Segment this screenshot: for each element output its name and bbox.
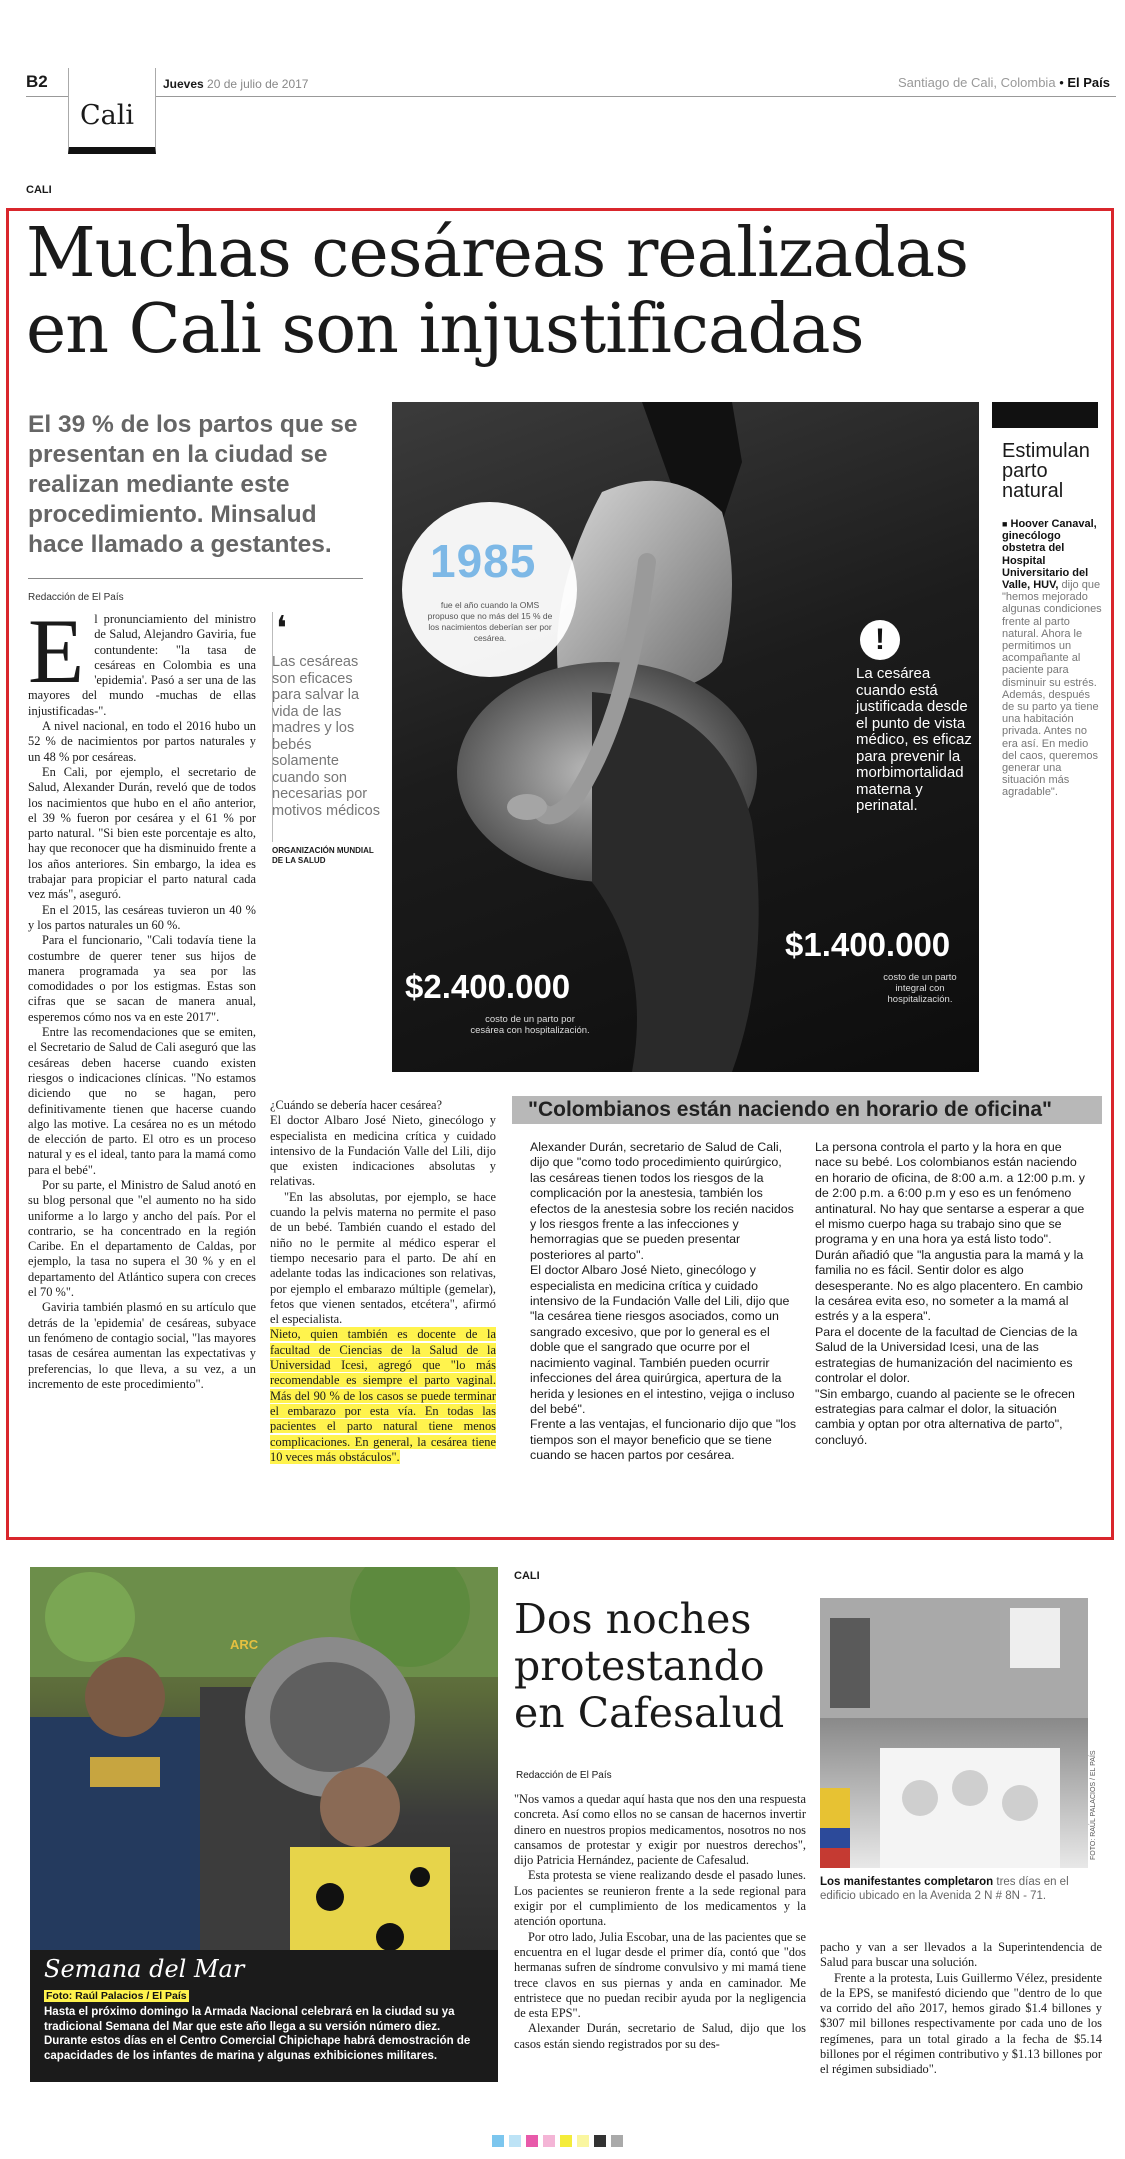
main-paragraph-3: En Cali, por ejemplo, el secretario de Salud, Alexander Durán, reveló que de todos los nacimientos que hubo en el año anterior, el 39 % fueron por cesárea y el 61 % por parto natural. "Si bien este porcentaje es alto, hay que reconocer que ha disminuido frente a los años anteriores. Sin embargo, la idea es trabajar para propiciar el parto natural cada vez más", aseguró. [28, 764, 256, 902]
swatch-light-magenta [543, 2135, 555, 2147]
protest-scene [820, 1598, 1088, 1868]
main-column-2 [270, 1098, 496, 1465]
infographic-fact: La cesárea cuando está justificada desde el punto de vista médico, es eficaz para prevenir la morbimortalidad materna y perinatal. [856, 665, 972, 814]
page-number: B2 [26, 72, 48, 91]
header-date [163, 77, 308, 91]
quote-mark: ❛ [276, 609, 287, 649]
protest-caption-text: tres días en el edificio ubicado en la Avenida 2 N # 8N - 71. [820, 1876, 1069, 1902]
box-paragraph-4: La persona controla el parto y la hora en que nace su bebé. Los colombianos están naciendo en horario de oficina, de 8:00 a.m. a 12:00 p.m. y de 2:00 p.m. a 6:00 p.m y eso es un fenómeno antinatural. No hay que sentarse a esperar a que el mismo cuerpo haga su trabajo sino que se programa y en una hora ya está listo todo". [815, 1140, 1086, 1247]
fact-icon: ! [860, 620, 900, 660]
story2-column-2 [820, 1940, 1102, 2078]
navy-title: Semana del Mar [44, 1955, 245, 1983]
header-date-text: 20 de julio de 2017 [207, 77, 309, 91]
color-registration-bar [492, 2135, 623, 2147]
box-paragraph-1: Alexander Durán, secretario de Salud de Cali, dijo que "como todo procedimiento quirúrgico, las cesáreas tienen todos los riesgos de la complicación por la anestesia, también los efectos de la anestesia sobre los recién nacidos y los riesgos frente a las infecciones y hemorragias que se pueden presentar posteriores al parto". [530, 1140, 794, 1262]
story2-paragraph-1: "Nos vamos a quedar aquí hasta que nos den una respuesta concreta. Así como ellos no se cansan de hacernos invertir dinero en nuestros propios medicamentos, nosotros no nos cansamos de protestar y exigir por nuestros derechos", dijo Patricia Hernández, paciente de Cafesalud. [514, 1792, 806, 1868]
protest-photo [820, 1598, 1088, 1868]
story2-paragraph-4: Alexander Durán, secretario de Salud, dijo que los casos están siendo registrados por su des- [514, 2021, 806, 2051]
column-2-paragraph-2: "En las absolutas, por ejemplo, se hace cuando la pelvis materna no permite el paso de un bebé. También cuando el estado del niño no le permite al médico esperar el tiempo necesario para el parto. De ahí en adelante todas las indicaciones son relativas, por ejemplo el embarazo múltiple (gemelar), fetos que vienen sentados, etcétera", afirmó el especialista. [270, 1189, 496, 1327]
box-paragraph-2: El doctor Albaro José Nieto, ginecólogo y especialista en medicina crítica y cuidado intensivo de la Fundación Valle del Lili, dijo que "la cesárea tiene riesgos asociados, como un sangrado excesivo, que por lo general es el doble que el sangrado que ocurre por el nacimiento vaginal. También pueden ocurrir infecciones del área quirúrgica, apertura de la herida y lesiones en el intestino, vejiga o incluso del bebé". [530, 1263, 795, 1416]
story2-paragraph-2: Esta protesta se viene realizando desde el pasado lunes. Los pacientes se reunieron frente a la sede regional para exigir por el cumplimiento de los medicamentos y la atención oportuna. [514, 1868, 806, 1929]
navy-badge: ARC [230, 1637, 259, 1652]
swatch-light-yellow [577, 2135, 589, 2147]
main-deck: El 39 % de los partos que se presentan en la ciudad se realizan mediante este procedimiento. Minsalud hace llamado a gestantes. [28, 411, 358, 558]
infographic-year-caption: fue el año cuando la OMS propuso que no más del 15 % de los nacimientos deberían ser por cesárea. [427, 600, 553, 643]
sidebar-bar [992, 402, 1098, 428]
story2-paragraph-5: pacho y van a ser llevados a la Superintendencia de Salud para buscar una solución. [820, 1940, 1102, 1970]
main-column-1 [28, 600, 256, 1392]
story2-paragraph-6: Frente a la protesta, Luis Guillermo Vélez, presidente de la EPS, se manifestó diciendo que "dentro de lo que va corrido del año 2017, hemos girado $1.4 billones y $307 mil billones respectivamente por cada uno de los regímenes, para un total girado a la fecha de $5.14 billones por el régimen contributivo y $1.13 billones por el régimen subsidiado". [820, 1970, 1102, 2077]
header-bullet: • [1059, 75, 1068, 90]
main-kicker: CALI [26, 184, 52, 196]
swatch-black [594, 2135, 606, 2147]
story2-kicker: CALI [514, 1570, 540, 1582]
column-2-question: ¿Cuándo se debería hacer cesárea? [270, 1098, 442, 1112]
box-column-1 [530, 1140, 800, 1464]
navy-scene [30, 1567, 498, 1985]
swatch-light-cyan [509, 2135, 521, 2147]
main-paragraph-5: Para el funcionario, "Cali todavía tiene la costumbre de querer tener sus hijos de manera programada ya sea por las comodidades o por los estigmas. Estas son cifras que se sacan de manera anual, esperemos cómo nos va en este 2017". [28, 933, 256, 1024]
swatch-yellow [560, 2135, 572, 2147]
protest-photo-credit: FOTO: RAÚL PALACIOS / EL PAÍS [1090, 1750, 1097, 1860]
column-2-paragraph-1: El doctor Albaro José Nieto, ginecólogo y especialista en medicina crítica y cuidado intensivo de la Fundación Valle del Lili, dijo que existen indicaciones absolutas y relativas. [270, 1113, 496, 1189]
story2-byline: Redacción de El País [516, 1770, 612, 1781]
protest-caption-bold: Los manifestantes completaron [820, 1876, 994, 1888]
section-title: Cali [80, 100, 135, 131]
price-cesarean-caption: costo de un parto por cesárea con hospitalización. [470, 1014, 590, 1036]
navy-caption: Hasta el próximo domingo la Armada Nacional celebrará en la ciudad su ya tradicional Semana del Mar que este año llega a su versión número diez. Durante estos días en el Centro Comercial Chipichape habrá demostración de capacidades de los infantes de marina y algunas exhibiciones militares. [44, 2006, 471, 2062]
sidebar-bullet: ■ [1002, 519, 1008, 529]
column-2-paragraph-3 [270, 1327, 496, 1465]
pull-quote-source: ORGANIZACIÓN MUNDIAL DE LA SALUD [272, 846, 374, 865]
header-location-text: Santiago de Cali, Colombia [898, 75, 1056, 90]
navy-photo [30, 1567, 498, 1985]
sidebar-quote: dijo que "hemos mejorado algunas condiciones frente al parto natural. Ahora le permitimos un acompañante al paciente para disminuir su estrés. Además, después de su parto ya tiene una habitación privada. Antes no era así. En medio del caos, queremos generar una situación más agradable". [1002, 579, 1102, 799]
swatch-magenta [526, 2135, 538, 2147]
box-paragraph-5: Durán añadió que "la angustia para la mamá y la familia no es fácil. Sentir dolor es algo desesperante. No es algo placentero. En cambio la cesárea evita eso, no someter a la mamá al estrés y a la espera". [815, 1247, 1084, 1324]
deck-rule [28, 578, 363, 579]
box-paragraph-7: "Sin embargo, cuando al paciente se le ofrecen estrategias para calmar el dolor, la situación cambia y optan por otra alternativa de parto", concluyó. [815, 1386, 1075, 1447]
main-paragraph-7: Por su parte, el Ministro de Salud anotó en su blog personal que "el aumento no ha sido uniforme a lo largo y ancho del país. Por el contrario, se ha concentrado en la región Caribe. En el departamento de Caldas, por ejemplo, la tasa no supera el 30 % y en el departamento del Atlántico supera con creces el 70 %". [28, 1177, 256, 1300]
pull-quote: Las cesáreas son eficaces para salvar la vida de las madres y los bebés solamente cuando son necesarias por motivos médicos [272, 654, 380, 819]
sidebar-name: Hoover Canaval, ginecólogo obstetra del Hospital Universitario del Valle, HUV, [1002, 518, 1097, 592]
navy-photo-credit: Foto: Raúl Palacios / El País [46, 1990, 187, 2002]
main-paragraph-8: Gaviria también plasmó en su artículo que detrás de la 'epidemia' de cesáreas, subyace un fenómeno de contagio social, "las mayores tasas de cesárea aumentan las expectativas y preferencias, lo que lleva, a su vez, a un incremento de este procedimiento". [28, 1300, 256, 1391]
main-headline-line-1: Muchas cesáreas realizadas [26, 214, 969, 293]
main-paragraph-2: A nivel nacional, en todo el 2016 hubo un 52 % de nacimientos por partos naturales y un 48 % por cesáreas. [28, 719, 256, 764]
price-natural-caption: costo de un parto integral con hospitalización. [883, 972, 957, 1005]
box-column-2 [815, 1140, 1090, 1448]
sidebar-title: Estimulan parto natural [1002, 440, 1090, 502]
main-headline-line-2: en Cali son injustificadas [26, 290, 864, 369]
year-circle [402, 502, 577, 677]
drop-cap: E [28, 600, 85, 702]
price-cesarean: $2.400.000 [405, 968, 571, 1005]
box-paragraph-3: Frente a las ventajas, el funcionario dijo que "los tiempos son el mayor beneficio que se tiene cuando se hacen partos por cesárea. [530, 1417, 797, 1463]
infographic-year: 1985 [430, 535, 537, 587]
main-byline: Redacción de El País [28, 592, 124, 603]
story2-column-1 [514, 1792, 806, 2052]
price-natural: $1.400.000 [785, 926, 951, 963]
story2-headline: Dos noches protestando en Cafesalud [514, 1595, 785, 1737]
swatch-gray [611, 2135, 623, 2147]
box-paragraph-6: Para el docente de la facultad de Ciencias de la Salud de la Universidad Icesi, una de las estrategias de humanización del nacimiento es controlar el dolor. [815, 1324, 1078, 1386]
sidebar-text [1002, 518, 1104, 799]
swatch-cyan [492, 2135, 504, 2147]
highlighted-quote: Nieto, quien también es docente de la facultad de Ciencias de la Salud de la Universidad Icesi, agregó que "lo más recomendable es siempre el parto vaginal. Más del 90 % de los casos se puede terminar el embarazo por esta vía. En todas las pacientes el parto natural tiene menos complicaciones. En general, la cesárea tiene 10 veces más obstáculos". [270, 1327, 496, 1464]
header-location [898, 75, 1110, 90]
story2-paragraph-3: Por otro lado, Julia Escobar, una de las pacientes que se encuentra en el lugar desde el primer día, contó que "dos hermanas sufren de síndrome convulsivo y mi mamá tiene trece clavos en sus piernas y anda en caminador. Me entristece que no puedan recibir ayuda por la negligencia de esta EPS". [514, 1929, 806, 2021]
box-title: "Colombianos están naciendo en horario de oficina" [528, 1098, 1052, 1121]
main-headline [26, 216, 968, 368]
main-paragraph-6: Entre las recomendaciones que se emiten, el Secretario de Salud de Cali aseguró que las cesáreas deben hacerse cuando existen riesgos o indicaciones clínicas. "No estamos diciendo que no se hagan, pero definitivamente tienen que hacerse cuando algo las motive. La cesárea no es un método de elección de parto. El otro es un proceso natural y es el ideal, tanto para la mamá como para el bebé". [28, 1025, 256, 1177]
header-paper: El País [1067, 75, 1110, 90]
header-date-day: Jueves [163, 77, 204, 91]
main-paragraph-4: En el 2015, las cesáreas tuvieron un 40 % y los partos naturales un 60 %. [28, 902, 256, 932]
header-rule [26, 96, 1116, 97]
main-paragraph-1: l pronunciamiento del ministro de Salud, Alejandro Gaviria, fue contundente: "la tasa de cesáreas en Colombia es una 'epidemia'. Pasó a ser una de las mayores del mundo -muchas de ellas injustificadas-". [28, 612, 256, 718]
protest-caption [820, 1875, 1090, 1903]
